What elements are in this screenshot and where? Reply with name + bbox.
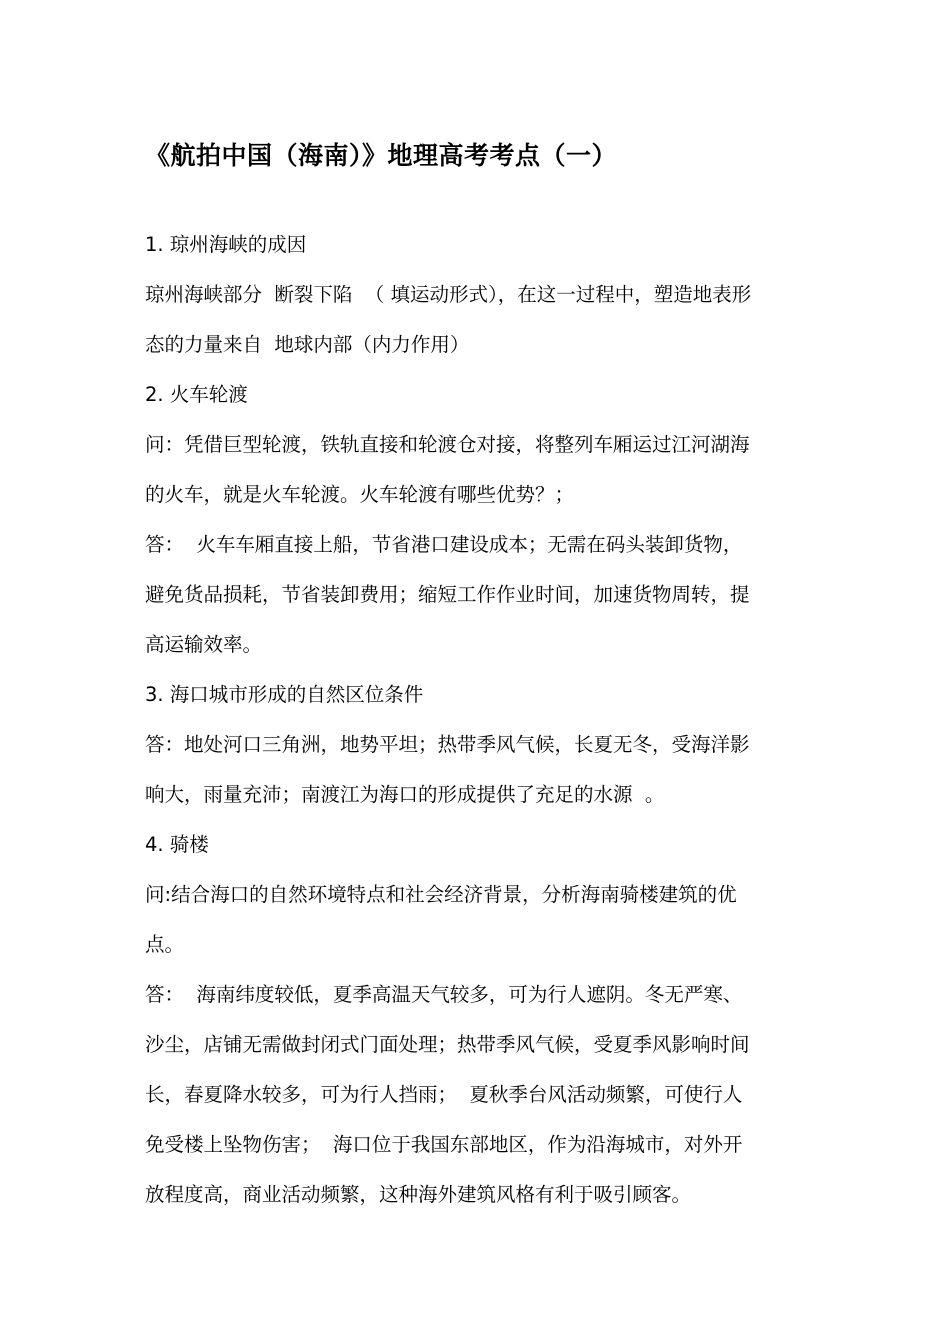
paragraph-line: 琼州海峡部分 断裂下陷 （ 填运动形式），在这一过程中，塑造地表形: [145, 283, 752, 306]
paragraph-line: 沙尘，店铺无需做封闭式门面处理；热带季风气候，受夏季风影响时间: [145, 1033, 750, 1056]
heading-1: 1. 琼州海峡的成因: [145, 233, 307, 256]
paragraph-line: 问:结合海口的自然环境特点和社会经济背景，分析海南骑楼建筑的优: [145, 883, 737, 906]
document-body: [145, 220, 810, 1220]
paragraph-line: 响大，雨量充沛；南渡江为海口的形成提供了充足的水源 。: [145, 783, 665, 806]
paragraph-line: 问：凭借巨型轮渡，铁轨直接和轮渡仓对接，将整列车厢运过江河湖海: [145, 433, 750, 456]
paragraph-line: 长，春夏降水较多，可为行人挡雨； 夏秋季台风活动频繁，可使行人: [145, 1083, 743, 1106]
paragraph-line: 答：地处河口三角洲，地势平坦；热带季风气候，长夏无冬，受海洋影: [145, 733, 750, 756]
paragraph-line: 放程度高，商业活动频繁，这种海外建筑风格有利于吸引顾客。: [145, 1183, 692, 1206]
heading-4: 4. 骑楼: [145, 833, 209, 856]
paragraph-line: 的火车，就是火车轮渡。火车轮渡有哪些优势？；: [145, 483, 575, 506]
paragraph-line: 答： 火车车厢直接上船，节省港口建设成本；无需在码头装卸货物，: [145, 533, 743, 556]
paragraph-line: 态的力量来自 地球内部（内力作用）: [145, 333, 470, 356]
paragraph-line: 答： 海南纬度较低，夏季高温天气较多，可为行人遮阴。冬无严寒、: [145, 983, 743, 1006]
paragraph-line: 避免货品损耗，节省装卸费用；缩短工作作业时间，加速货物周转，提: [145, 583, 750, 606]
paragraph-line: 免受楼上坠物伤害； 海口位于我国东部地区，作为沿海城市，对外开: [145, 1133, 743, 1156]
document-title: 《航拍中国（海南）》地理高考考点（一）: [145, 141, 618, 170]
paragraph-line: 点。: [145, 933, 185, 956]
paragraph-line: 高运输效率。: [145, 633, 263, 656]
heading-2: 2. 火车轮渡: [145, 383, 248, 406]
heading-3: 3. 海口城市形成的自然区位条件: [145, 683, 424, 706]
